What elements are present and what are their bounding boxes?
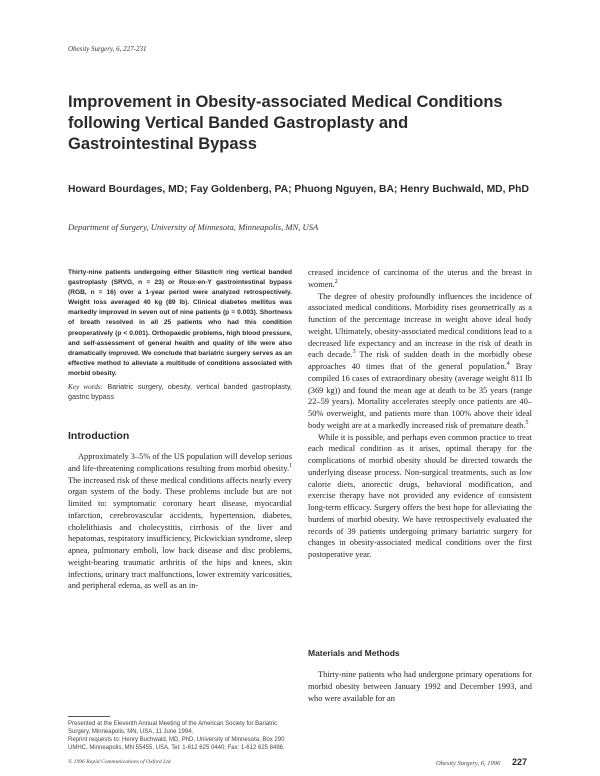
abstract: Thirty-nine patients undergoing either Silastic® ring vertical banded gastroplasty (SRVG, n = 23) or Roux-en-Y gastrointestinal bypass (RGB, n = 16) over a 1-year period were analyzed retrospectively. Weight loss averaged 40 kg (89 lb). Clinical diabetes mellitus was markedly improved in seven out of nine patients (p = 0.003). Shortness of breath resolved in all 25 patients who had this condition preoperatively (p < 0.001). Orthopaedic problems, high blood pressure, and self-assessment of general health and quality of life were also dramatically improved. We conclude that bariatric surgery serves as an effective method to alleviate a multitude of conditions associated with morbid obesity. bbox=[68, 269, 292, 377]
affiliation: Department of Surgery, University of Minnesota, Minneapolis, MN, USA bbox=[68, 222, 319, 232]
footnotes bbox=[68, 721, 292, 753]
introduction-heading: Introduction bbox=[68, 430, 130, 442]
materials-methods-body bbox=[308, 669, 532, 704]
right-column-body bbox=[308, 267, 532, 561]
running-footer: Obesity Surgery, 6, 1996 bbox=[436, 760, 501, 767]
keywords bbox=[68, 382, 292, 402]
article-title: Improvement in Obesity-associated Medical Conditions following Vertical Banded Gastroplasty and Gastrointestinal Bypass bbox=[68, 93, 503, 153]
continued-paragraph: creased incidence of carcinoma of the uterus and the breast in women.$^2$ bbox=[308, 268, 532, 289]
copyright-line: © 1996 Rapid Communications of Oxford Ltd bbox=[68, 759, 171, 765]
introduction-body bbox=[68, 451, 292, 592]
footnote-divider bbox=[68, 716, 110, 717]
materials-methods-paragraph: Thirty-nine patients who had undergone primary operations for morbid obesity between January 1992 and December 1993, and who were available for an bbox=[308, 670, 532, 703]
presented-note: Presented at the Eleventh Annual Meeting of the American Society for Bariatric Surgery, Minneapolis, MN, USA, 11 June 1994. bbox=[68, 721, 278, 735]
introduction-paragraph: Approximately 3–5% of the US population will develop serious and life-threatening complications resulting from morbid obesity.$^1$ The increased risk of these medical conditions affects nearly every organ system of the body. These problems include but are not limited to: symptomatic coronary heart disease, myocardial infarction, cerebrovascular accidents, hypertension, diabetes, cholelithiasis and cholecystitis, cirrhosis of the liver and hepatomas, respiratory insufficiency, Pickwickian syndrome, sleep apnea, pulmonary emboli, low back disease and disc problems, weight-bearing traumatic arthritis of the hips and knees, skin infections, urinary tract malfunctions, lower extremity varicosities, and peripheral edema, as well as an in- bbox=[68, 452, 292, 591]
obesity-degree-paragraph: The degree of obesity profoundly influences the incidence of associated medical conditions. Morbidity rises geometrically as a function of the percentage increase in weight above ideal body weight. Ultimately, obesity-associated medical conditions lead to a decreased life expectancy and an increase in the risk of death in each decade.$^3$ The risk of sudden death in the morbidly obese approaches 40 times that of the general population.$^4$ Bray compiled 16 cases of extraordinary obesity (average weight 811 lb (369 kg)) and found the mean age at death to be 35 years (range 22–59 years). Mortality accelerates steeply once patients are 40–50% overweight, and patients more than 100% above their ideal body weight are at a markedly increased risk of premature death.$^5$ bbox=[308, 291, 533, 430]
materials-methods-heading: Materials and Methods bbox=[308, 648, 400, 658]
journal-reference: Obesity Surgery, 6, 227-231 bbox=[68, 45, 147, 53]
treatment-paragraph: While it is possible, and perhaps even common practice to treat each medical condition as it arises, optimal therapy for the complications of morbid obesity should be directed towards the underlying disease process. Non-surgical treatments, such as low calorie diets, anorectic drugs, behavioral modification, and exercise therapy have not provided any evidence of consistent long-term efficacy. Surgery offers the best hope for alleviating the burdens of morbid obesity. We have retrospectively evaluated the records of 39 patients undergoing primary bariatric surgery for changes in obesity-associated medical conditions over the first postoperative year. bbox=[308, 432, 532, 559]
author-list: Howard Bourdages, MD; Fay Goldenberg, PA; Phuong Nguyen, BA; Henry Buchwald, MD, PhD bbox=[68, 184, 529, 195]
reprint-note: Reprint requests to: Henry Buchwald, MD, PhD, University of Minnesota, Box 290 UMHC, Minneapolis, MN 55455, USA. Tel: 1-612 625 0440; Fax: 1-612 625 8496. bbox=[68, 737, 285, 751]
keywords-label: Key words: bbox=[68, 383, 104, 391]
page-number: 227 bbox=[512, 757, 528, 767]
keywords-text: Bariatric surgery, obesity, vertical banded gastroplasty, gastric bypass bbox=[68, 382, 292, 401]
